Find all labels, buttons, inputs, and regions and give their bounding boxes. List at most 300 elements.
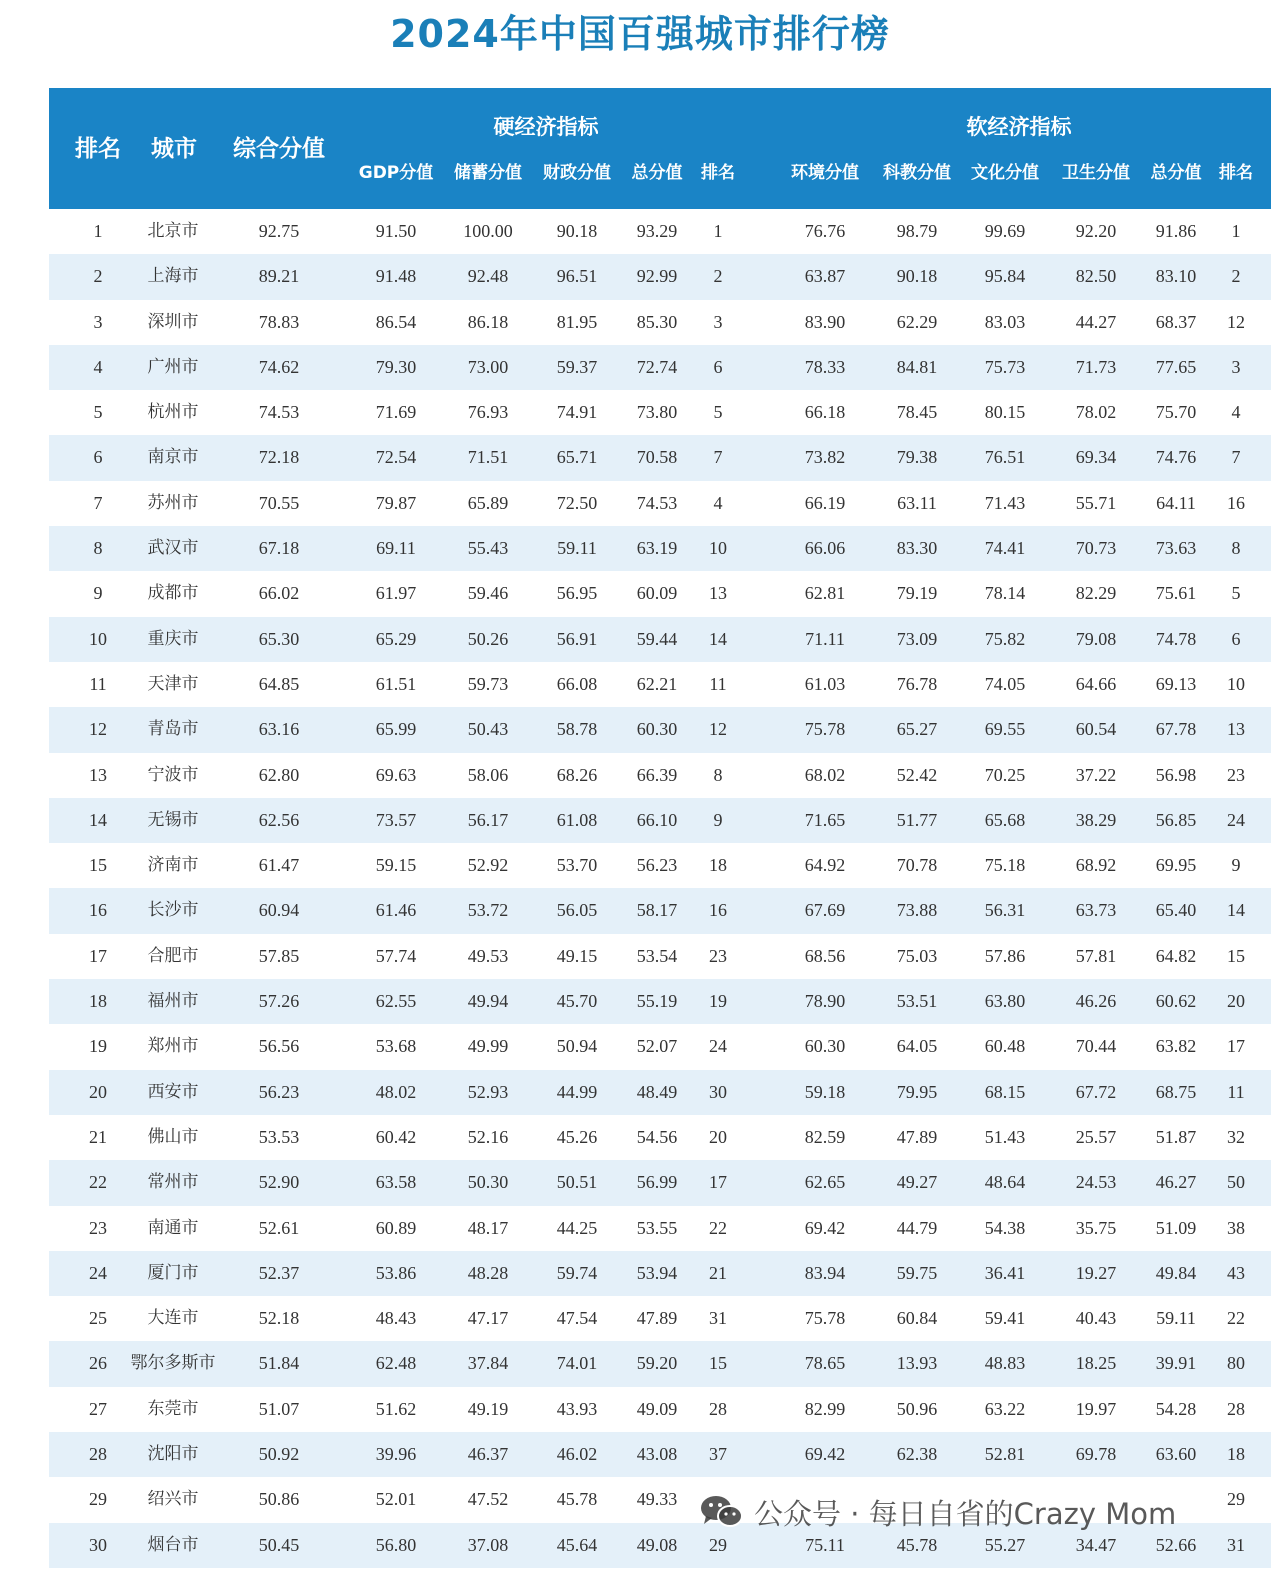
cell-composite: 60.94 (258, 900, 300, 921)
cell-health: 35.75 (1075, 1217, 1117, 1238)
cell-hard-total: 60.09 (636, 583, 678, 604)
cell-soft-rank: 29 (1227, 1489, 1245, 1510)
cell-edu: 13.93 (896, 1353, 938, 1374)
cell-composite: 53.53 (258, 1126, 300, 1147)
cell-hard-total: 54.56 (636, 1126, 678, 1147)
cell-culture: 59.41 (984, 1308, 1026, 1329)
cell-hard-total: 74.53 (636, 492, 678, 513)
cell-env: 68.02 (804, 764, 846, 785)
cell-edu: 65.27 (896, 719, 938, 740)
page-title: 2024年中国百强城市排行榜 (390, 12, 890, 56)
cell-soft-total: 68.75 (1155, 1081, 1197, 1102)
cell-hard-total: 92.99 (636, 266, 678, 287)
cell-soft-total: 63.82 (1155, 1036, 1197, 1057)
cell-hard-total: 73.80 (636, 402, 678, 423)
cell-rank: 19 (89, 1036, 107, 1057)
header-hard-total: 总分值 (631, 163, 683, 183)
cell-composite: 62.80 (258, 764, 300, 785)
cell-rank: 11 (89, 673, 107, 694)
cell-fiscal: 59.37 (556, 356, 598, 377)
cell-fiscal: 56.05 (556, 900, 598, 921)
cell-rank: 17 (89, 945, 107, 966)
cell-composite: 66.02 (258, 583, 300, 604)
header-hard-group: 硬经济指标 (493, 115, 599, 139)
cell-env: 83.94 (804, 1262, 846, 1283)
cell-hard-rank: 9 (713, 809, 723, 830)
table-row (49, 209, 1271, 254)
cell-fiscal: 59.11 (557, 538, 597, 559)
cell-hard-total: 66.39 (636, 764, 678, 785)
cell-health: 82.50 (1075, 266, 1117, 287)
cell-health: 25.57 (1075, 1126, 1117, 1147)
table-row (49, 662, 1271, 707)
cell-gdp: 51.62 (375, 1398, 417, 1419)
cell-rank: 28 (89, 1444, 107, 1465)
cell-fiscal: 50.51 (556, 1172, 598, 1193)
cell-hard-rank: 22 (709, 1217, 727, 1238)
cell-composite: 67.18 (258, 538, 300, 559)
cell-hard-total: 53.54 (636, 945, 678, 966)
cell-savings: 37.84 (467, 1353, 509, 1374)
header-savings: 储蓄分值 (454, 163, 522, 183)
cell-hard-rank: 2 (713, 266, 723, 287)
cell-hard-rank: 17 (709, 1172, 727, 1193)
cell-soft-total: 75.70 (1155, 402, 1197, 423)
cell-edu: 79.19 (896, 583, 938, 604)
cell-soft-rank: 9 (1231, 855, 1241, 876)
table-row (49, 707, 1271, 752)
table-row (49, 798, 1271, 843)
cell-savings: 50.43 (467, 719, 509, 740)
table-row (49, 571, 1271, 616)
cell-soft-rank: 10 (1227, 673, 1245, 694)
cell-hard-rank: 19 (709, 991, 727, 1012)
cell-rank: 6 (93, 447, 103, 468)
cell-city: 深圳市 (147, 311, 199, 332)
cell-soft-total: 74.78 (1155, 628, 1197, 649)
cell-gdp: 86.54 (375, 311, 417, 332)
cell-soft-total: 51.87 (1155, 1126, 1197, 1147)
cell-fiscal: 43.93 (556, 1398, 598, 1419)
cell-savings: 47.17 (467, 1308, 509, 1329)
cell-culture: 60.48 (984, 1036, 1026, 1057)
cell-gdp: 57.74 (375, 945, 417, 966)
cell-composite: 51.07 (258, 1398, 300, 1419)
cell-soft-total: 73.63 (1155, 538, 1197, 559)
watermark (700, 1488, 1176, 1536)
cell-env: 75.11 (805, 1534, 845, 1555)
cell-soft-total: 75.61 (1155, 583, 1197, 604)
cell-health: 57.81 (1075, 945, 1117, 966)
header-env: 环境分值 (791, 163, 859, 183)
cell-gdp: 73.57 (375, 809, 417, 830)
cell-health: 82.29 (1075, 583, 1117, 604)
cell-env: 78.90 (804, 991, 846, 1012)
cell-fiscal: 44.99 (556, 1081, 598, 1102)
cell-soft-rank: 15 (1227, 945, 1245, 966)
wechat-icon (700, 1494, 744, 1530)
cell-composite: 74.62 (258, 356, 300, 377)
cell-edu: 47.89 (896, 1126, 938, 1147)
cell-health: 71.73 (1075, 356, 1117, 377)
cell-env: 67.69 (804, 900, 846, 921)
cell-soft-rank: 4 (1231, 402, 1241, 423)
cell-hard-rank: 37 (709, 1444, 727, 1465)
cell-edu: 62.29 (896, 311, 938, 332)
cell-city: 烟台市 (147, 1534, 199, 1555)
cell-composite: 65.30 (258, 628, 300, 649)
cell-edu: 50.96 (896, 1398, 938, 1419)
table-row (49, 1024, 1271, 1069)
cell-hard-total: 62.21 (636, 673, 678, 694)
table-row (49, 617, 1271, 662)
cell-culture: 48.83 (984, 1353, 1026, 1374)
cell-composite: 50.92 (258, 1444, 300, 1465)
cell-env: 75.78 (804, 719, 846, 740)
header-edu: 科教分值 (883, 163, 951, 183)
cell-soft-rank: 24 (1227, 809, 1245, 830)
cell-health: 67.72 (1075, 1081, 1117, 1102)
cell-soft-total: 68.37 (1155, 311, 1197, 332)
header-health: 卫生分值 (1062, 163, 1130, 183)
header-soft-rank: 排名 (1219, 163, 1253, 183)
cell-culture: 57.86 (984, 945, 1026, 966)
cell-soft-rank: 38 (1227, 1217, 1245, 1238)
ranking-table (49, 88, 1271, 1568)
cell-city: 苏州市 (147, 492, 199, 513)
cell-hard-total: 72.74 (636, 356, 678, 377)
cell-composite: 72.18 (258, 447, 300, 468)
cell-health: 70.73 (1075, 538, 1117, 559)
table-row (49, 1206, 1271, 1251)
cell-hard-total: 63.19 (636, 538, 678, 559)
cell-culture: 83.03 (984, 311, 1026, 332)
header-gdp: GDP分值 (358, 163, 434, 183)
cell-soft-total: 65.40 (1155, 900, 1197, 921)
cell-hard-rank: 12 (709, 719, 727, 740)
cell-fiscal: 72.50 (556, 492, 598, 513)
cell-gdp: 53.86 (375, 1262, 417, 1283)
cell-env: 62.65 (804, 1172, 846, 1193)
cell-soft-rank: 23 (1227, 764, 1245, 785)
cell-hard-total: 48.49 (636, 1081, 678, 1102)
cell-env: 59.18 (804, 1081, 846, 1102)
cell-soft-rank: 6 (1231, 628, 1241, 649)
cell-city: 南京市 (147, 447, 199, 468)
cell-gdp: 65.99 (375, 719, 417, 740)
cell-fiscal: 81.95 (556, 311, 598, 332)
cell-savings: 73.00 (467, 356, 509, 377)
cell-savings: 52.16 (467, 1126, 509, 1147)
cell-gdp: 59.15 (375, 855, 417, 876)
cell-savings: 59.46 (467, 583, 509, 604)
cell-gdp: 61.97 (375, 583, 417, 604)
cell-hard-rank: 16 (709, 900, 727, 921)
table-row (49, 1387, 1271, 1432)
cell-fiscal: 90.18 (556, 221, 598, 241)
cell-culture: 69.55 (984, 719, 1026, 740)
cell-soft-total: 63.60 (1155, 1444, 1197, 1465)
cell-soft-rank: 22 (1227, 1308, 1245, 1329)
cell-health: 69.34 (1075, 447, 1117, 468)
cell-composite: 57.85 (258, 945, 300, 966)
cell-savings: 53.72 (467, 900, 509, 921)
cell-rank: 13 (89, 764, 107, 785)
cell-gdp: 61.51 (375, 673, 417, 694)
cell-soft-total: 49.84 (1155, 1262, 1197, 1283)
cell-composite: 92.75 (258, 221, 300, 241)
cell-hard-total: 70.58 (636, 447, 678, 468)
cell-rank: 23 (89, 1217, 107, 1238)
cell-soft-total: 74.76 (1155, 447, 1197, 468)
cell-city: 鄂尔多斯市 (130, 1353, 216, 1374)
cell-culture: 76.51 (984, 447, 1026, 468)
cell-savings: 76.93 (467, 402, 509, 423)
cell-soft-rank: 80 (1227, 1353, 1245, 1374)
cell-gdp: 91.50 (375, 221, 417, 241)
cell-fiscal: 53.70 (556, 855, 598, 876)
cell-soft-rank: 5 (1231, 583, 1241, 604)
cell-city: 成都市 (147, 583, 199, 604)
header-city: 城市 (151, 136, 197, 162)
cell-savings: 46.37 (467, 1444, 509, 1465)
cell-culture: 74.41 (984, 538, 1026, 559)
cell-city: 长沙市 (147, 900, 199, 921)
header-rank: 排名 (75, 136, 121, 162)
cell-env: 64.92 (804, 855, 846, 876)
cell-env: 78.33 (804, 356, 846, 377)
table-row (49, 345, 1271, 390)
cell-edu: 75.03 (896, 945, 938, 966)
cell-savings: 50.30 (467, 1172, 509, 1193)
cell-gdp: 56.80 (375, 1534, 417, 1555)
table-row (49, 1115, 1271, 1160)
cell-fiscal: 50.94 (556, 1036, 598, 1057)
cell-rank: 12 (89, 719, 107, 740)
cell-culture: 75.73 (984, 356, 1026, 377)
cell-edu: 79.95 (896, 1081, 938, 1102)
header-fiscal: 财政分值 (543, 163, 611, 183)
cell-gdp: 39.96 (375, 1444, 417, 1465)
cell-culture: 95.84 (984, 266, 1026, 287)
cell-soft-rank: 7 (1231, 447, 1241, 468)
cell-savings: 49.94 (467, 991, 509, 1012)
table-row (49, 1341, 1271, 1386)
cell-soft-rank: 12 (1227, 311, 1245, 332)
table-header (49, 88, 1271, 209)
cell-culture: 36.41 (984, 1262, 1026, 1283)
cell-hard-rank: 30 (709, 1081, 727, 1102)
cell-city: 福州市 (147, 991, 199, 1012)
cell-hard-total: 66.10 (636, 809, 678, 830)
cell-city: 厦门市 (147, 1262, 199, 1283)
watermark-text: 公众号 · 每日自省的Crazy Mom (754, 1496, 1177, 1531)
cell-gdp: 72.54 (375, 447, 417, 468)
cell-hard-total: 52.07 (636, 1036, 678, 1057)
cell-composite: 64.85 (258, 673, 300, 694)
cell-hard-rank: 21 (709, 1262, 727, 1283)
cell-hard-rank: 28 (709, 1398, 727, 1419)
header-composite: 综合分值 (233, 136, 325, 162)
cell-edu: 78.45 (896, 402, 938, 423)
table-row (49, 526, 1271, 571)
cell-savings: 47.52 (467, 1489, 509, 1510)
cell-savings: 55.43 (467, 538, 509, 559)
cell-fiscal: 58.78 (556, 719, 598, 740)
cell-rank: 18 (89, 991, 107, 1012)
cell-fiscal: 49.15 (556, 945, 598, 966)
cell-soft-total: 60.62 (1155, 991, 1197, 1012)
cell-composite: 70.55 (258, 492, 300, 513)
cell-edu: 45.78 (896, 1534, 938, 1555)
cell-hard-total: 53.94 (636, 1262, 678, 1283)
cell-savings: 59.73 (467, 673, 509, 694)
cell-health: 19.27 (1075, 1262, 1117, 1283)
cell-culture: 63.80 (984, 991, 1026, 1012)
cell-hard-rank: 20 (709, 1126, 727, 1147)
cell-edu: 79.38 (896, 447, 938, 468)
cell-fiscal: 56.91 (556, 628, 598, 649)
cell-culture: 56.31 (984, 900, 1026, 921)
cell-rank: 7 (93, 492, 103, 513)
cell-city: 合肥市 (147, 945, 199, 966)
cell-rank: 20 (89, 1081, 107, 1102)
table-row (49, 300, 1271, 345)
cell-rank: 22 (89, 1172, 107, 1193)
cell-savings: 56.17 (467, 809, 509, 830)
table-row (49, 481, 1271, 526)
cell-culture: 51.43 (984, 1126, 1026, 1147)
cell-hard-total: 55.19 (636, 991, 678, 1012)
cell-savings: 49.53 (467, 945, 509, 966)
cell-soft-rank: 8 (1231, 538, 1241, 559)
cell-culture: 74.05 (984, 673, 1026, 694)
cell-composite: 51.84 (258, 1353, 300, 1374)
cell-soft-rank: 50 (1227, 1172, 1245, 1193)
cell-edu: 76.78 (896, 673, 938, 694)
cell-hard-rank: 18 (709, 855, 727, 876)
cell-fiscal: 44.25 (556, 1217, 598, 1238)
cell-hard-rank: 23 (709, 945, 727, 966)
cell-composite: 63.16 (258, 719, 300, 740)
cell-soft-rank: 11 (1227, 1081, 1245, 1102)
cell-savings: 48.28 (467, 1262, 509, 1283)
cell-health: 68.92 (1075, 855, 1117, 876)
cell-gdp: 69.11 (376, 538, 416, 559)
cell-edu: 98.79 (896, 221, 938, 241)
cell-savings: 100.00 (463, 221, 513, 241)
cell-savings: 37.08 (467, 1534, 509, 1555)
cell-fiscal: 65.71 (556, 447, 598, 468)
cell-city: 常州市 (147, 1172, 199, 1193)
cell-culture: 65.68 (984, 809, 1026, 830)
header-soft-group: 软经济指标 (966, 115, 1072, 139)
cell-hard-rank: 15 (709, 1353, 727, 1374)
cell-edu: 44.79 (896, 1217, 938, 1238)
cell-health: 46.26 (1075, 991, 1117, 1012)
cell-gdp: 91.48 (375, 266, 417, 287)
cell-gdp: 60.42 (375, 1126, 417, 1147)
cell-env: 71.11 (805, 628, 845, 649)
cell-culture: 52.81 (984, 1444, 1026, 1465)
cell-edu: 53.51 (896, 991, 938, 1012)
cell-hard-rank: 8 (713, 764, 723, 785)
cell-hard-rank: 14 (709, 628, 727, 649)
cell-city: 重庆市 (147, 628, 199, 649)
cell-rank: 24 (89, 1262, 107, 1283)
cell-hard-total: 59.44 (636, 628, 678, 649)
header-hard-rank: 排名 (701, 163, 735, 183)
cell-rank: 8 (93, 538, 103, 559)
cell-soft-rank: 16 (1227, 492, 1245, 513)
cell-soft-rank: 1 (1231, 221, 1241, 241)
cell-edu: 83.30 (896, 538, 938, 559)
table-row (49, 390, 1271, 435)
cell-savings: 50.26 (467, 628, 509, 649)
cell-health: 55.71 (1075, 492, 1117, 513)
cell-hard-rank: 3 (713, 311, 723, 332)
cell-city: 天津市 (147, 673, 199, 694)
cell-savings: 58.06 (467, 764, 509, 785)
cell-soft-rank: 43 (1227, 1262, 1245, 1283)
cell-gdp: 79.87 (375, 492, 417, 513)
table-row (49, 254, 1271, 299)
cell-env: 66.18 (804, 402, 846, 423)
table-row (49, 435, 1271, 480)
cell-edu: 52.42 (896, 764, 938, 785)
cell-culture: 63.22 (984, 1398, 1026, 1419)
cell-env: 73.82 (804, 447, 846, 468)
cell-culture: 71.43 (984, 492, 1026, 513)
cell-rank: 27 (89, 1398, 107, 1419)
cell-env: 62.81 (804, 583, 846, 604)
cell-hard-total: 85.30 (636, 311, 678, 332)
cell-health: 24.53 (1075, 1172, 1117, 1193)
table-row (49, 753, 1271, 798)
cell-culture: 54.38 (984, 1217, 1026, 1238)
cell-env: 68.56 (804, 945, 846, 966)
cell-env: 75.78 (804, 1308, 846, 1329)
cell-hard-total: 49.08 (636, 1534, 678, 1555)
cell-hard-total: 43.08 (636, 1444, 678, 1465)
cell-health: 69.78 (1075, 1444, 1117, 1465)
cell-city: 大连市 (147, 1308, 199, 1329)
cell-edu: 51.77 (896, 809, 938, 830)
cell-soft-total: 77.65 (1155, 356, 1197, 377)
table-row (49, 979, 1271, 1024)
cell-savings: 65.89 (467, 492, 509, 513)
cell-composite: 56.23 (258, 1081, 300, 1102)
cell-culture: 70.25 (984, 764, 1026, 785)
cell-soft-total: 64.82 (1155, 945, 1197, 966)
table-row (49, 1160, 1271, 1205)
cell-gdp: 71.69 (375, 402, 417, 423)
cell-culture: 48.64 (984, 1172, 1026, 1193)
cell-soft-total: 83.10 (1155, 266, 1197, 287)
cell-edu: 90.18 (896, 266, 938, 287)
cell-health: 19.97 (1075, 1398, 1117, 1419)
cell-savings: 48.17 (467, 1217, 509, 1238)
cell-rank: 26 (89, 1353, 107, 1374)
cell-savings: 49.99 (467, 1036, 509, 1057)
cell-fiscal: 47.54 (556, 1308, 598, 1329)
cell-fiscal: 59.74 (556, 1262, 598, 1283)
cell-edu: 63.11 (897, 492, 937, 513)
cell-fiscal: 45.26 (556, 1126, 598, 1147)
cell-soft-total: 46.27 (1155, 1172, 1197, 1193)
cell-hard-rank: 13 (709, 583, 727, 604)
cell-health: 44.27 (1075, 311, 1117, 332)
